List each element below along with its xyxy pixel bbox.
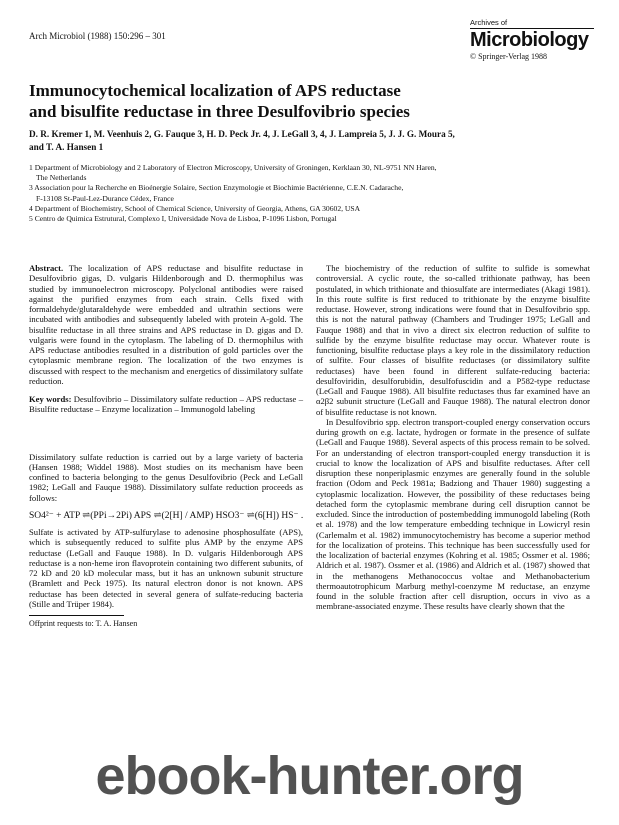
footnote-divider [29, 615, 124, 616]
affiliation-line: 1 Department of Microbiology and 2 Laboratory of Electron Microscopy, University of Groningen, Kerklaan 30, NL-9751 NN Haren, [29, 163, 437, 172]
left-column [29, 263, 303, 629]
copyright: © Springer-Verlag 1988 [470, 52, 548, 61]
body-paragraph: The biochemistry of the reduction of sulfite to sulfide is somewhat controversial. A cyclic route, the so-called trithionate pathway, has been postulated, in which trithionate and thiosulfate are intermediates (Akagi 1981). In this route sulfite is first reduced to trithionate by the enzyme bisulfite reductase. However, strong indications were found that in Desulfovibrio spp. this is not the natural pathway (Chambers and Trudinger 1975; LeGall and Fauque 1988) and that in vivo a direct six electron reduction of sulfite to sulfide by the enzyme bisulfite reductase may occur. Whatever route is functioning, bisulfite reductase plays a key role in the dissimilatory reduction of sulfite. Four classes of bisulfite reductases (or dissimilatory sulfite reductases) have been found in different sulfate-reducing bacteria: desulfoviridin, desulforubidin, desulfofuscidin and a P582-type reductase (LeGall and Fauque 1988). All bisulfite reductases thus far examined have an α2β2 subunit structure (LeGall and Fauque 1988). The natural electron donor of bisulfite reductase is not known. [316, 263, 590, 417]
affiliation-line: 5 Centro de Quimica Estrutural, Complexo I, Universidade Nova de Lisboa, P-1096 Lisbon, Portugal [29, 214, 337, 224]
journal-reference: Arch Microbiol (1988) 150:296 – 301 [29, 31, 166, 41]
article-title [29, 80, 589, 122]
title-line-2: and bisulfite reductase in three Desulfovibrio species [29, 102, 410, 121]
reaction-equation: SO4²⁻ + ATP ⇌(PPi→2Pi) APS ⇌(2[H] / AMP) HSO3⁻ ⇌(6[H]) HS⁻ . [29, 510, 304, 521]
abstract-label: Abstract. [29, 263, 64, 273]
keywords-text: Desulfovibrio – Dissimilatory sulfate reduction – APS reductase – Bisulfite reductase – Enzyme localization – Immunogold labeling [29, 394, 303, 415]
body-paragraph: Sulfate is activated by ATP-sulfurylase to adenosine phosphosulfate (APS), which is subsequently reduced to sulfite plus AMP by the enzyme APS reductase (LeGall and Fauque 1988). In D. vulgaris Hildenborough APS reductase is a non-heme iron flavoprotein containing two different subunits, of 72 kD and 20 kD molecular mass, but it has an unknown subunit structure (Bramlett and Peck 1975). Its natural electron donor is not known. APS reductase has been detected in several genera of sulfate-reducing bacteria (Stille and Trüper 1984). [29, 527, 303, 609]
affiliation-line: F-13108 St-Paul-Lez-Durance Cédex, France [36, 193, 174, 203]
authors-line-2: and T. A. Hansen 1 [29, 141, 104, 152]
abstract-text: The localization of APS reductase and bisulfite reductase in Desulfovibrio gigas, D. vulgaris Hildenborough and D. thermophilus was studied by immunoelectron microscopy. Polyclonal antibodies were raised against the purified enzymes from each strain. Cells fixed with formaldehyde/glutaraldehyde were embedded and ultrathin sections were incubated with antibodies and subsequently labeled with protein A-gold. The bisulfite reductase in all three strains and APS reductase in D. gigas and D. vulgaris were found in the cytoplasm. The labeling of D. thermophilus with APS reductase antibodies resulted in a distribution of gold particles over the cytoplasmic membrane region. The localization of the two enzymes is discussed with respect to the mechanism and energetics of dissimilatory sulfate reduction. [29, 263, 303, 386]
keywords [29, 394, 303, 415]
right-column [316, 263, 590, 612]
abstract [29, 263, 303, 386]
watermark: ebook-hunter.org [95, 746, 524, 806]
author-list [29, 128, 589, 153]
logo-top-text: Archives of [470, 18, 594, 29]
affiliation-line: 4 Department of Biochemistry, School of Chemical Science, University of Georgia, Athens, GA 30602, USA [29, 203, 361, 213]
offprint-note: Offprint requests to: T. A. Hansen [29, 619, 138, 628]
intro-paragraph: Dissimilatory sulfate reduction is carried out by a large variety of bacteria (Hansen 1988; Widdel 1988). Most studies on its mechanism have been confined to bacteria belonging to the genus Desulfovibrio (Peck and LeGall 1982; LeGall and Fauque 1988). Dissimilatory sulfate reduction proceeds as follows: [29, 451, 303, 503]
logo-main-text: Microbiology [470, 29, 589, 51]
affiliation-line: The Netherlands [36, 173, 87, 183]
authors-line-1: D. R. Kremer 1, M. Veenhuis 2, G. Fauque 3, H. D. Peck Jr. 4, J. LeGall 3, 4, J. Lampreia 5, J. J. G. Moura 5, [29, 129, 455, 139]
title-line-1: Immunocytochemical localization of APS reductase [29, 81, 401, 100]
journal-logo [470, 18, 594, 61]
affiliations [29, 163, 589, 224]
affiliation-line: 3 Association pour la Recherche en Bioénergie Solaire, Section Enzymologie et Biochimie Bactérienne, C.E.N. Cadarache, [29, 183, 404, 193]
body-paragraph: In Desulfovibrio spp. electron transport-coupled energy conservation occurs during growth on e.g. lactate, hydrogen or formate in the presence of sulfate (LeGall and Fauque 1988). Several aspects of this process remain to be solved. For an understanding of electron transport-coupled energy transduction it is crucial to know the localization of APS and bisulfite reductases. After cell disruption these nonperiplasmic enzymes are generally found in the soluble fraction (Odom and Peck 1981a; Badziong and Thauer 1980) suggesting a cytoplasmic localization. However, the possibility of these reductases being detached form the cytoplasmic membrane during cell disruption cannot be excluded. Since the introduction of postembedding immunogold labeling (Roth et al. 1978) and the low temperature embedding technique in Lowicryl resin (Carlemalm et al. 1982) immunocytochemistry has become a superior method for the localization of proteins. This technique has been successfully used for the localization of bacterial enzymes (Kohring et al. 1985; Ossmer et al. 1986; Aldrich et al. 1987). Ossmer et al. (1986) and Aldrich et al. (1987) showed that in the methanogens Methanococcus voltae and Methanobacterium thermoautotrophicum Marburg methyl-coenzyme M reductase, an enzyme found in the soluble fraction after cell disruption, occurs in vivo as a membrane-associated enzyme. These results have clearly shown that the [316, 416, 590, 612]
keywords-label: Key words: [29, 394, 72, 404]
